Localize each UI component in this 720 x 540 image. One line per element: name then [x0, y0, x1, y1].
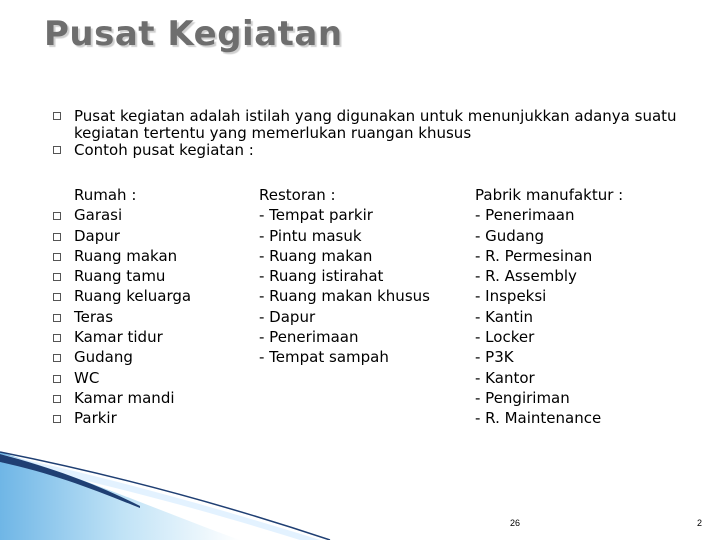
list-item — [50, 307, 191, 327]
list-item: - Ruang istirahat — [259, 267, 384, 286]
intro-bullet-examples — [50, 142, 680, 159]
list-item: - Gudang — [475, 226, 545, 245]
decorative-wave — [0, 440, 720, 540]
list-item-text: Dapur — [74, 226, 120, 245]
list-item — [50, 408, 191, 428]
pabrik-column — [475, 185, 623, 429]
square-bullet-icon — [53, 334, 61, 342]
list-item — [50, 205, 191, 225]
list-item — [50, 388, 191, 408]
list-item-text: WC — [74, 368, 100, 387]
list-item-text: Ruang makan — [74, 246, 178, 265]
list-item — [50, 347, 191, 367]
rumah-heading-row — [50, 185, 191, 205]
intro-text: Contoh pusat kegiatan : — [74, 141, 254, 159]
list-item-text: Kamar tidur — [74, 328, 163, 347]
intro-bullet-definition — [50, 108, 680, 142]
rumah-heading: Rumah : — [74, 186, 137, 204]
rumah-column — [50, 185, 191, 429]
square-bullet-icon — [53, 395, 61, 403]
list-item — [50, 226, 191, 246]
list-item: - P3K — [475, 348, 514, 367]
list-item: - Penerimaan — [259, 328, 359, 347]
list-item: - Kantor — [475, 368, 535, 387]
list-item: - Kantin — [475, 307, 534, 326]
pabrik-heading: Pabrik manufaktur : — [475, 186, 624, 204]
list-item: - R. Maintenance — [475, 409, 602, 428]
list-item: - Locker — [475, 328, 535, 347]
restoran-heading: Restoran : — [259, 186, 336, 204]
list-item-text: Gudang — [74, 348, 133, 367]
list-item: - Ruang makan khusus — [259, 287, 430, 306]
list-item-text: Kamar mandi — [74, 388, 175, 407]
square-bullet-icon — [53, 415, 61, 423]
intro-text: Pusat kegiatan adalah istilah yang digunakan untuk menunjukkan adanya suatu kegiatan tertentu yang memerlukan ruangan khusus — [74, 107, 677, 142]
restoran-column — [259, 185, 430, 368]
list-item — [50, 286, 191, 306]
list-item-text: Ruang tamu — [74, 267, 166, 286]
list-item: - Pintu masuk — [259, 226, 362, 245]
square-bullet-icon — [53, 273, 61, 281]
list-item: - Ruang makan — [259, 246, 373, 265]
intro-list — [50, 108, 680, 159]
list-item-text: Parkir — [74, 409, 117, 428]
square-bullet-icon — [53, 293, 61, 301]
page-title: Pusat Kegiatan — [44, 14, 343, 54]
list-item: - Tempat parkir — [259, 206, 373, 225]
list-item-text: Ruang keluarga — [74, 287, 192, 306]
square-bullet-icon — [53, 212, 61, 220]
square-bullet-icon — [53, 112, 61, 120]
square-bullet-icon — [53, 314, 61, 322]
list-item-text: Garasi — [74, 206, 123, 225]
list-item — [50, 368, 191, 388]
list-item: - Penerimaan — [475, 206, 575, 225]
list-item: - Pengiriman — [475, 388, 570, 407]
list-item: - Dapur — [259, 307, 316, 326]
list-item: - R. Assembly — [475, 267, 577, 286]
list-item: - R. Permesinan — [475, 246, 593, 265]
square-bullet-icon — [53, 354, 61, 362]
square-bullet-icon — [53, 233, 61, 241]
slide-number: 26 — [510, 518, 521, 528]
square-bullet-icon — [53, 146, 61, 154]
list-item — [50, 246, 191, 266]
list-item — [50, 327, 191, 347]
list-item: - Inspeksi — [475, 287, 547, 306]
square-bullet-icon — [53, 375, 61, 383]
list-item — [50, 266, 191, 286]
list-item-text: Teras — [74, 307, 114, 326]
list-item: - Tempat sampah — [259, 348, 389, 367]
square-bullet-icon — [53, 253, 61, 261]
page-number: 2 — [697, 518, 703, 528]
